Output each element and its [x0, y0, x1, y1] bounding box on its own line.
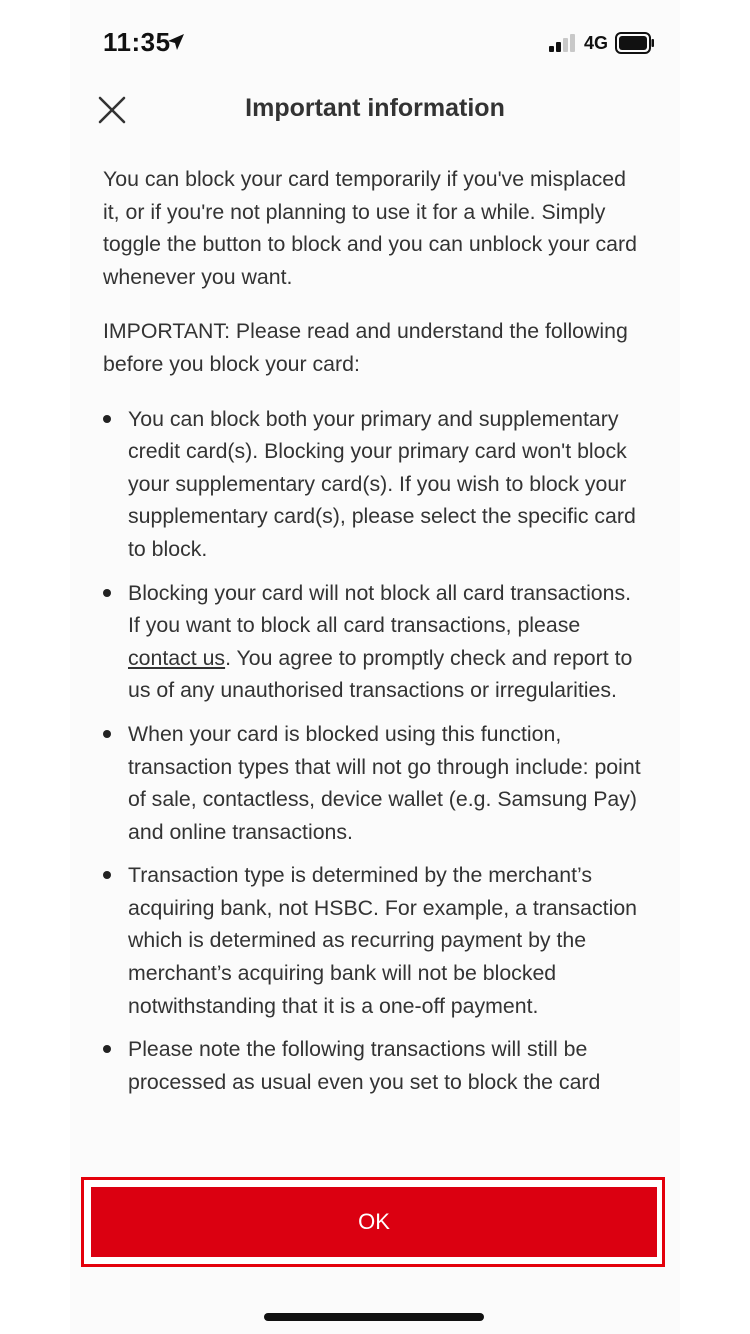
bullet-icon — [103, 589, 111, 597]
list-item — [103, 718, 643, 848]
status-bar — [0, 0, 750, 88]
list-item — [103, 859, 643, 1022]
bullet-icon — [103, 1045, 111, 1053]
contact-us-link[interactable]: contact us — [128, 645, 226, 670]
header — [70, 84, 680, 140]
list-item — [103, 1033, 643, 1098]
location-arrow-icon — [167, 33, 185, 51]
bullet-list — [103, 403, 643, 1099]
list-item-text: . You agree to promptly check and report to us of any unauthorised transactions or irregularities. — [128, 645, 633, 703]
list-item-text: You can block both your primary and supplementary credit card(s). Blocking your primary card won't block your supplementary card(s). If you wish to block your supplementary card(s), please select the specific card to block. — [128, 406, 636, 561]
ok-button[interactable]: OK — [91, 1187, 657, 1257]
list-item-text: When your card is blocked using this function, transaction types that will not go through include: point of sale, contactless, device wallet (e.g. Samsung Pay) and online transactions. — [128, 721, 641, 844]
home-indicator[interactable] — [264, 1313, 484, 1321]
bullet-icon — [103, 730, 111, 738]
bullet-icon — [103, 871, 111, 879]
list-item-text: Please note the following transactions will still be processed as usual even you set to block the card — [128, 1037, 601, 1094]
list-item — [103, 577, 643, 707]
battery-icon — [615, 32, 655, 54]
page-title: Important information — [245, 94, 505, 122]
network-type: 4G — [584, 33, 609, 53]
list-item-text: Transaction type is determined by the merchant’s acquiring bank, not HSBC. For example, a transaction which is determined as recurring payment by the merchant’s acquiring bank will not be blocked notwithstanding that it is a one-off payment. — [128, 863, 638, 1018]
list-item — [103, 403, 643, 566]
list-item-text: Blocking your card will not block all card transactions. If you want to block all card transactions, please — [128, 580, 632, 638]
intro-paragraph: You can block your card temporarily if you've misplaced it, or if you're not planning to use it for a while. Simply toggle the button to block and you can unblock your card whenever you want. — [103, 167, 637, 289]
signal-icon — [549, 34, 579, 52]
information-content[interactable] — [103, 163, 643, 1163]
status-time: 11:35 — [103, 27, 171, 57]
important-paragraph: IMPORTANT: Please read and understand the following before you block your card: — [103, 319, 628, 376]
bullet-icon — [103, 415, 111, 423]
